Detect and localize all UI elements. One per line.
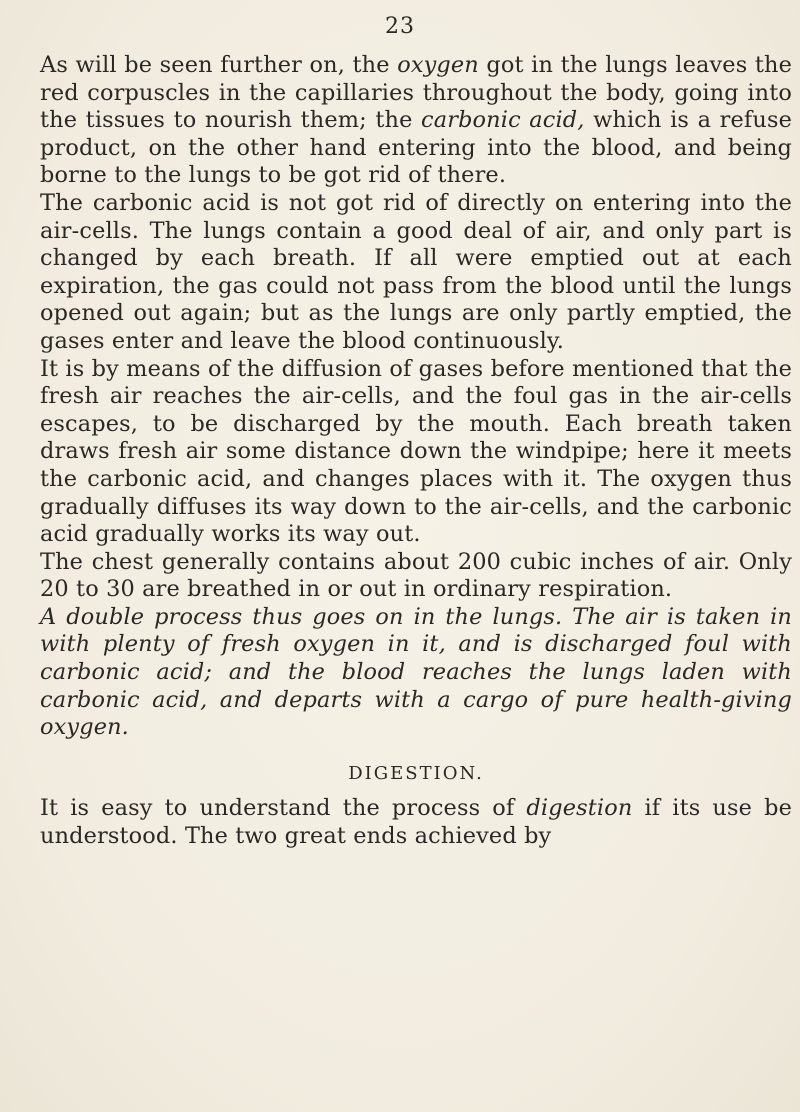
term-carbonic-acid: carbonic acid, bbox=[421, 107, 585, 134]
paragraph-6-text-a: It is easy to understand the process of bbox=[40, 795, 527, 822]
paragraph-1-text-b: got in the lungs leaves the red corpuscles in the capillaries throughout the body, going into the tissues to nourish them; the bbox=[40, 52, 792, 134]
paragraph-1-text-c: which is a refuse product, on the other hand entering into the blood, and being borne to the lungs to be got rid of there. bbox=[40, 107, 792, 189]
page-number: 23 bbox=[385, 14, 415, 39]
section-heading-digestion: DIGESTION. bbox=[348, 762, 484, 784]
term-digestion: digestion bbox=[526, 795, 633, 822]
term-oxygen: oxygen bbox=[397, 52, 479, 78]
paragraph-5-summary: A double process thus goes on in the lungs. The air is taken in with plenty of fresh oxygen in it, and is discharged foul with carbonic acid; and the blood reaches the lungs laden with carbonic acid, and departs with a cargo of pure health-giving oxygen. bbox=[40, 603, 792, 741]
paragraph-2: The carbonic acid is not got rid of directly on entering into the air-cells. The lungs contain a good deal of air, and only part is changed by each breath. If all were emptied out at each expiration, the gas could not pass from the blood until the lungs opened out again; but as the lungs are only partly emptied, the gases enter and leave the blood continuously. bbox=[40, 189, 792, 354]
page-body bbox=[40, 52, 792, 851]
paragraph-4: The chest generally contains about 200 cubic inches of air. Only 20 to 30 are breathed in or out in ordinary respiration. bbox=[40, 548, 792, 603]
paragraph-6-text-b: if its use be understood. The two great ends achieved by bbox=[40, 795, 792, 850]
paragraph-1-text-a: As will be seen further on, the bbox=[40, 52, 398, 78]
paragraph-6 bbox=[40, 795, 792, 850]
paragraph-1 bbox=[40, 52, 792, 190]
paragraph-3: It is by means of the diffusion of gases before mentioned that the fresh air reaches the air-cells, and the foul gas in the air-cells escapes, to be discharged by the mouth. Each breath taken draws fresh air some distance down the windpipe; here it meets the carbonic acid, and changes places with it. The oxygen thus gradually diffuses its way down to the air-cells, and the carbonic acid gradually works its way out. bbox=[40, 355, 792, 548]
